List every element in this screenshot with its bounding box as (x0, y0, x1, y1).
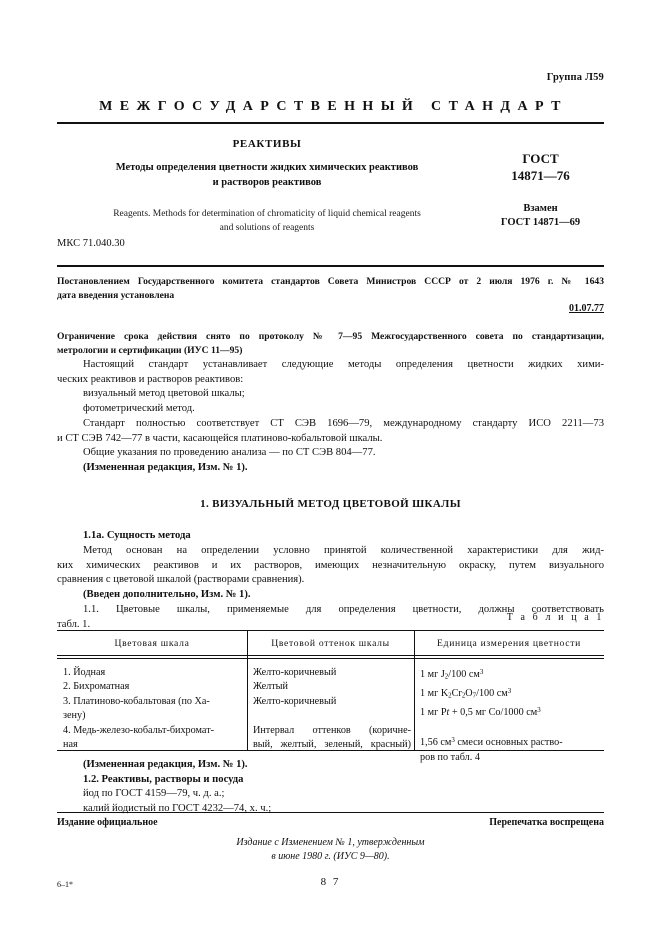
table-cell-unit: 1 мг Pt + 0,5 мг Co/1000 $см^3$ (420, 706, 541, 718)
intro-line2: ческих реактивов и растворов реактивов: (57, 373, 244, 385)
table-cell-tint: Желто-коричневый (253, 695, 337, 707)
clause-1-1-line1: 1.1. Цветовые шкалы, применяемые для определения цветности, должны соответствовать (83, 603, 604, 615)
reagent-item-iodine: йод по ГОСТ 4159—79, ч. д. а.; (83, 788, 225, 800)
gost-replaces-block (477, 202, 604, 230)
gost-label: ГОСТ (522, 151, 559, 166)
intro-line1: Настоящий стандарт устанавливает следующие методы определения цветности жидких хими- (83, 359, 604, 370)
table-cell-unit: 1 мг $K_2Cr_2O_7/100$ $см^3$ (420, 687, 512, 700)
reagent-item-potassium-iodide: калий йодистый по ГОСТ 4232—74, х. ч.; (83, 803, 272, 815)
gost-identifier-block (477, 150, 604, 230)
decree-block (57, 275, 604, 303)
footer-official-edition: Издание официальное (57, 817, 158, 828)
gost-replaces-number: ГОСТ 14871—69 (500, 217, 581, 228)
table-cell-unit-cont: ров по табл. 4 (420, 751, 480, 763)
clause-1-1a-line3: сравнения с цветовой шкалой (растворами сравнения). (57, 574, 305, 586)
table-cell-tint: Желтый (253, 681, 288, 693)
general-instructions: Общие указания по проведению анализа — по СТ СЭВ 804—77. (83, 447, 376, 459)
edition-note-line1: Издание с Изменением № 1, утвержденным (236, 837, 425, 848)
decree-line1: Постановлением Государственного комитета стандартов Совета Министров СССР от 2 июля 1976 г. № 1643 (57, 276, 604, 287)
table-caption: Т а б л и ц а 1 (506, 612, 604, 623)
table-row: 1. Йодная (63, 667, 106, 678)
footer-reprint-prohibited: Перепечатка воспрещена (489, 817, 604, 828)
table-row: 4. Медь-железо-кобальт-бихромат- (63, 724, 215, 736)
introduction-date: 01.07.77 (569, 303, 604, 314)
method-item-visual: визуальный метод цветовой шкалы; (83, 388, 245, 400)
table-column-tint (253, 666, 411, 752)
protocol-line2: метрологии и сертификации (ИУС 11—95) (57, 345, 243, 356)
document-title-english (57, 207, 477, 235)
protocol-block (57, 330, 604, 358)
table-spacer (420, 720, 604, 734)
table-row: 2. Бихроматная (63, 681, 130, 693)
document-title: РЕАКТИВЫ (232, 138, 302, 150)
clause-1-1a-line2: ких химических реактивов и их растворов, имеющих незначительную окраску, путем визуального (57, 559, 604, 571)
post-table-text (57, 758, 604, 817)
table-column-unit (420, 666, 604, 765)
edition-note (57, 836, 604, 864)
table-cell-unit: 1,56 $см^3$ смеси основных раство- (420, 737, 563, 749)
group-code: Группа Л59 (546, 72, 604, 83)
table-row: 3. Платиново-кобальтовая (по Ха- (63, 695, 210, 707)
document-subtitle-line1: Методы определения цветности жидких химических реактивов (115, 162, 419, 173)
gost-replaces-label: Взамен (523, 203, 558, 214)
edition-note-line2: в июне 1980 г. (ИУС 9—80). (271, 851, 390, 862)
table-column-scale (63, 666, 245, 752)
table-header-tint: Цветовой оттенок шкалы (271, 638, 390, 649)
table-header-rule-upper (57, 655, 604, 656)
revision-note-1: (Измененная редакция, Изм. № 1). (83, 461, 248, 473)
clause-1-1a-heading: 1.1а. Сущность метода (83, 530, 191, 542)
table-row-cont: ная (63, 739, 78, 751)
method-item-photometric: фотометрический метод. (83, 403, 195, 415)
clause-1-1-line2: табл. 1. (57, 618, 91, 630)
page-number: 8 7 (320, 876, 341, 888)
table-header-rule-lower (57, 658, 604, 659)
conformity-line1: Стандарт полностью соответствует СТ СЭВ 1696—79, международному стандарту ИСО 2211—73 (83, 417, 604, 429)
table-row-cont: зену) (63, 710, 86, 722)
table-cell-tint: Желто-коричневый (253, 667, 337, 678)
table-header-scale: Цветовая шкала (114, 638, 190, 649)
table-spacer (253, 709, 411, 723)
standard-heading: МЕЖГОСУДАРСТВЕННЫЙ СТАНДАРТ (99, 99, 568, 114)
document-subtitle-line2: и растворов реактивов (212, 177, 322, 188)
table-cell-tint: Интервал оттенков (коричне- (253, 724, 411, 736)
document-title-english-line1: Reagents. Methods for determination of chromaticity of liquid chemical reagents (113, 209, 421, 219)
footer-rule (57, 812, 604, 813)
mks-classifier: МКС 71.040.30 (57, 238, 125, 249)
decree-line2: дата введения установлена (57, 290, 175, 301)
conformity-line2: и СТ СЭВ 742—77 в части, касающейся платиново-кобальтовой шкалы. (57, 432, 383, 444)
document-title-english-line2: and solutions of reagents (219, 223, 315, 233)
protocol-line1: Ограничение срока действия снято по протоколу № 7—95 Межгосударственного совета по стандартизации, (57, 331, 604, 342)
revision-note-2: (Измененная редакция, Изм. № 1). (83, 759, 248, 770)
clause-1-2-heading: 1.2. Реактивы, растворы и посуда (83, 773, 244, 785)
header-rule (57, 122, 604, 124)
table-header-unit: Единица измерения цветности (437, 638, 581, 649)
table-cell-tint-cont: вый, желтый, зеленый, красный) (253, 739, 411, 751)
table-border-top (57, 630, 604, 631)
signature-mark: 6–1* (57, 880, 73, 889)
document-subtitle (57, 160, 477, 190)
clause-1-1a-line1: Метод основан на определении условно принятой количественной характеристики для жид- (83, 545, 604, 557)
table-cell-unit: 1 мг $J_2/100$ $см^3$ (420, 668, 484, 681)
added-note: (Введен дополнительно, Изм. № 1). (83, 589, 251, 601)
decree-rule (57, 265, 604, 267)
body-text (57, 358, 604, 632)
gost-number: 14871—76 (511, 168, 570, 183)
title-block (57, 138, 477, 235)
section-1-title: 1. ВИЗУАЛЬНЫЙ МЕТОД ЦВЕТОВОЙ ШКАЛЫ (200, 497, 461, 510)
